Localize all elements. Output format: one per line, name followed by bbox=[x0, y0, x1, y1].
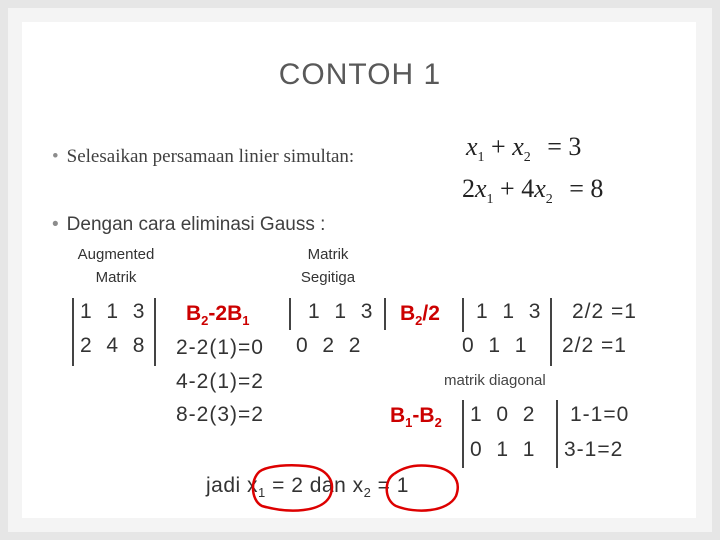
calc3-row-1: 2/2 =1 bbox=[572, 300, 637, 323]
equation-1: $x_1 + x_2 = 3$ bbox=[466, 132, 582, 166]
row-operation-b2-2b1: $B_2-2B_1$ bbox=[186, 302, 250, 329]
calc4-row-1: 1-1=0 bbox=[570, 403, 630, 426]
matrix3-row-2: 0 1 1 bbox=[462, 334, 528, 357]
label-segitiga: Matrik Segitiga bbox=[300, 246, 356, 286]
matrix3-row-1: 1 1 3 bbox=[476, 300, 542, 323]
bullet-2-text: Dengan cara eliminasi Gauss : bbox=[66, 214, 326, 235]
conclusion-text: jadi $x_1 = 2$ dan $x_2 = 1$ bbox=[206, 474, 409, 501]
augmented-row-1: 1 1 3 bbox=[80, 300, 146, 323]
matrix4-row-1: 1 0 2 bbox=[470, 403, 536, 426]
calc3-row-2: 2/2 =1 bbox=[562, 334, 627, 357]
calc4-row-2: 3-1=2 bbox=[564, 438, 624, 461]
bullet-dot-icon: • bbox=[52, 146, 59, 167]
row-operation-b1-b2: $B_1-B_2$ bbox=[390, 404, 442, 431]
circle-x2-annotation bbox=[387, 465, 458, 510]
row-operation-b2-div2: $B_2/2$ bbox=[400, 302, 440, 329]
slide-title: CONTOH 1 bbox=[278, 58, 442, 91]
bullet-1-text: Selesaikan persamaan linier simultan: bbox=[66, 146, 355, 167]
augmented-row-2: 2 4 8 bbox=[80, 334, 146, 357]
triangular-row-2: 0 2 2 bbox=[296, 334, 362, 357]
circle-x1-annotation bbox=[253, 465, 332, 510]
equation-2: $2x_1 + 4x_2 = 8$ bbox=[462, 174, 604, 208]
calc-row-2: 4-2(1)=2 bbox=[176, 370, 264, 393]
calc-row-1: 2-2(1)=0 bbox=[176, 336, 264, 359]
calc-row-3: 8-2(3)=2 bbox=[176, 403, 264, 426]
bullet-dot-icon: • bbox=[52, 214, 59, 235]
label-diagonal: matrik diagonal bbox=[444, 372, 546, 389]
label-augmented: Augmented Matrik bbox=[77, 246, 155, 286]
matrix4-row-2: 0 1 1 bbox=[470, 438, 536, 461]
triangular-row-1: 1 1 3 bbox=[308, 300, 374, 323]
